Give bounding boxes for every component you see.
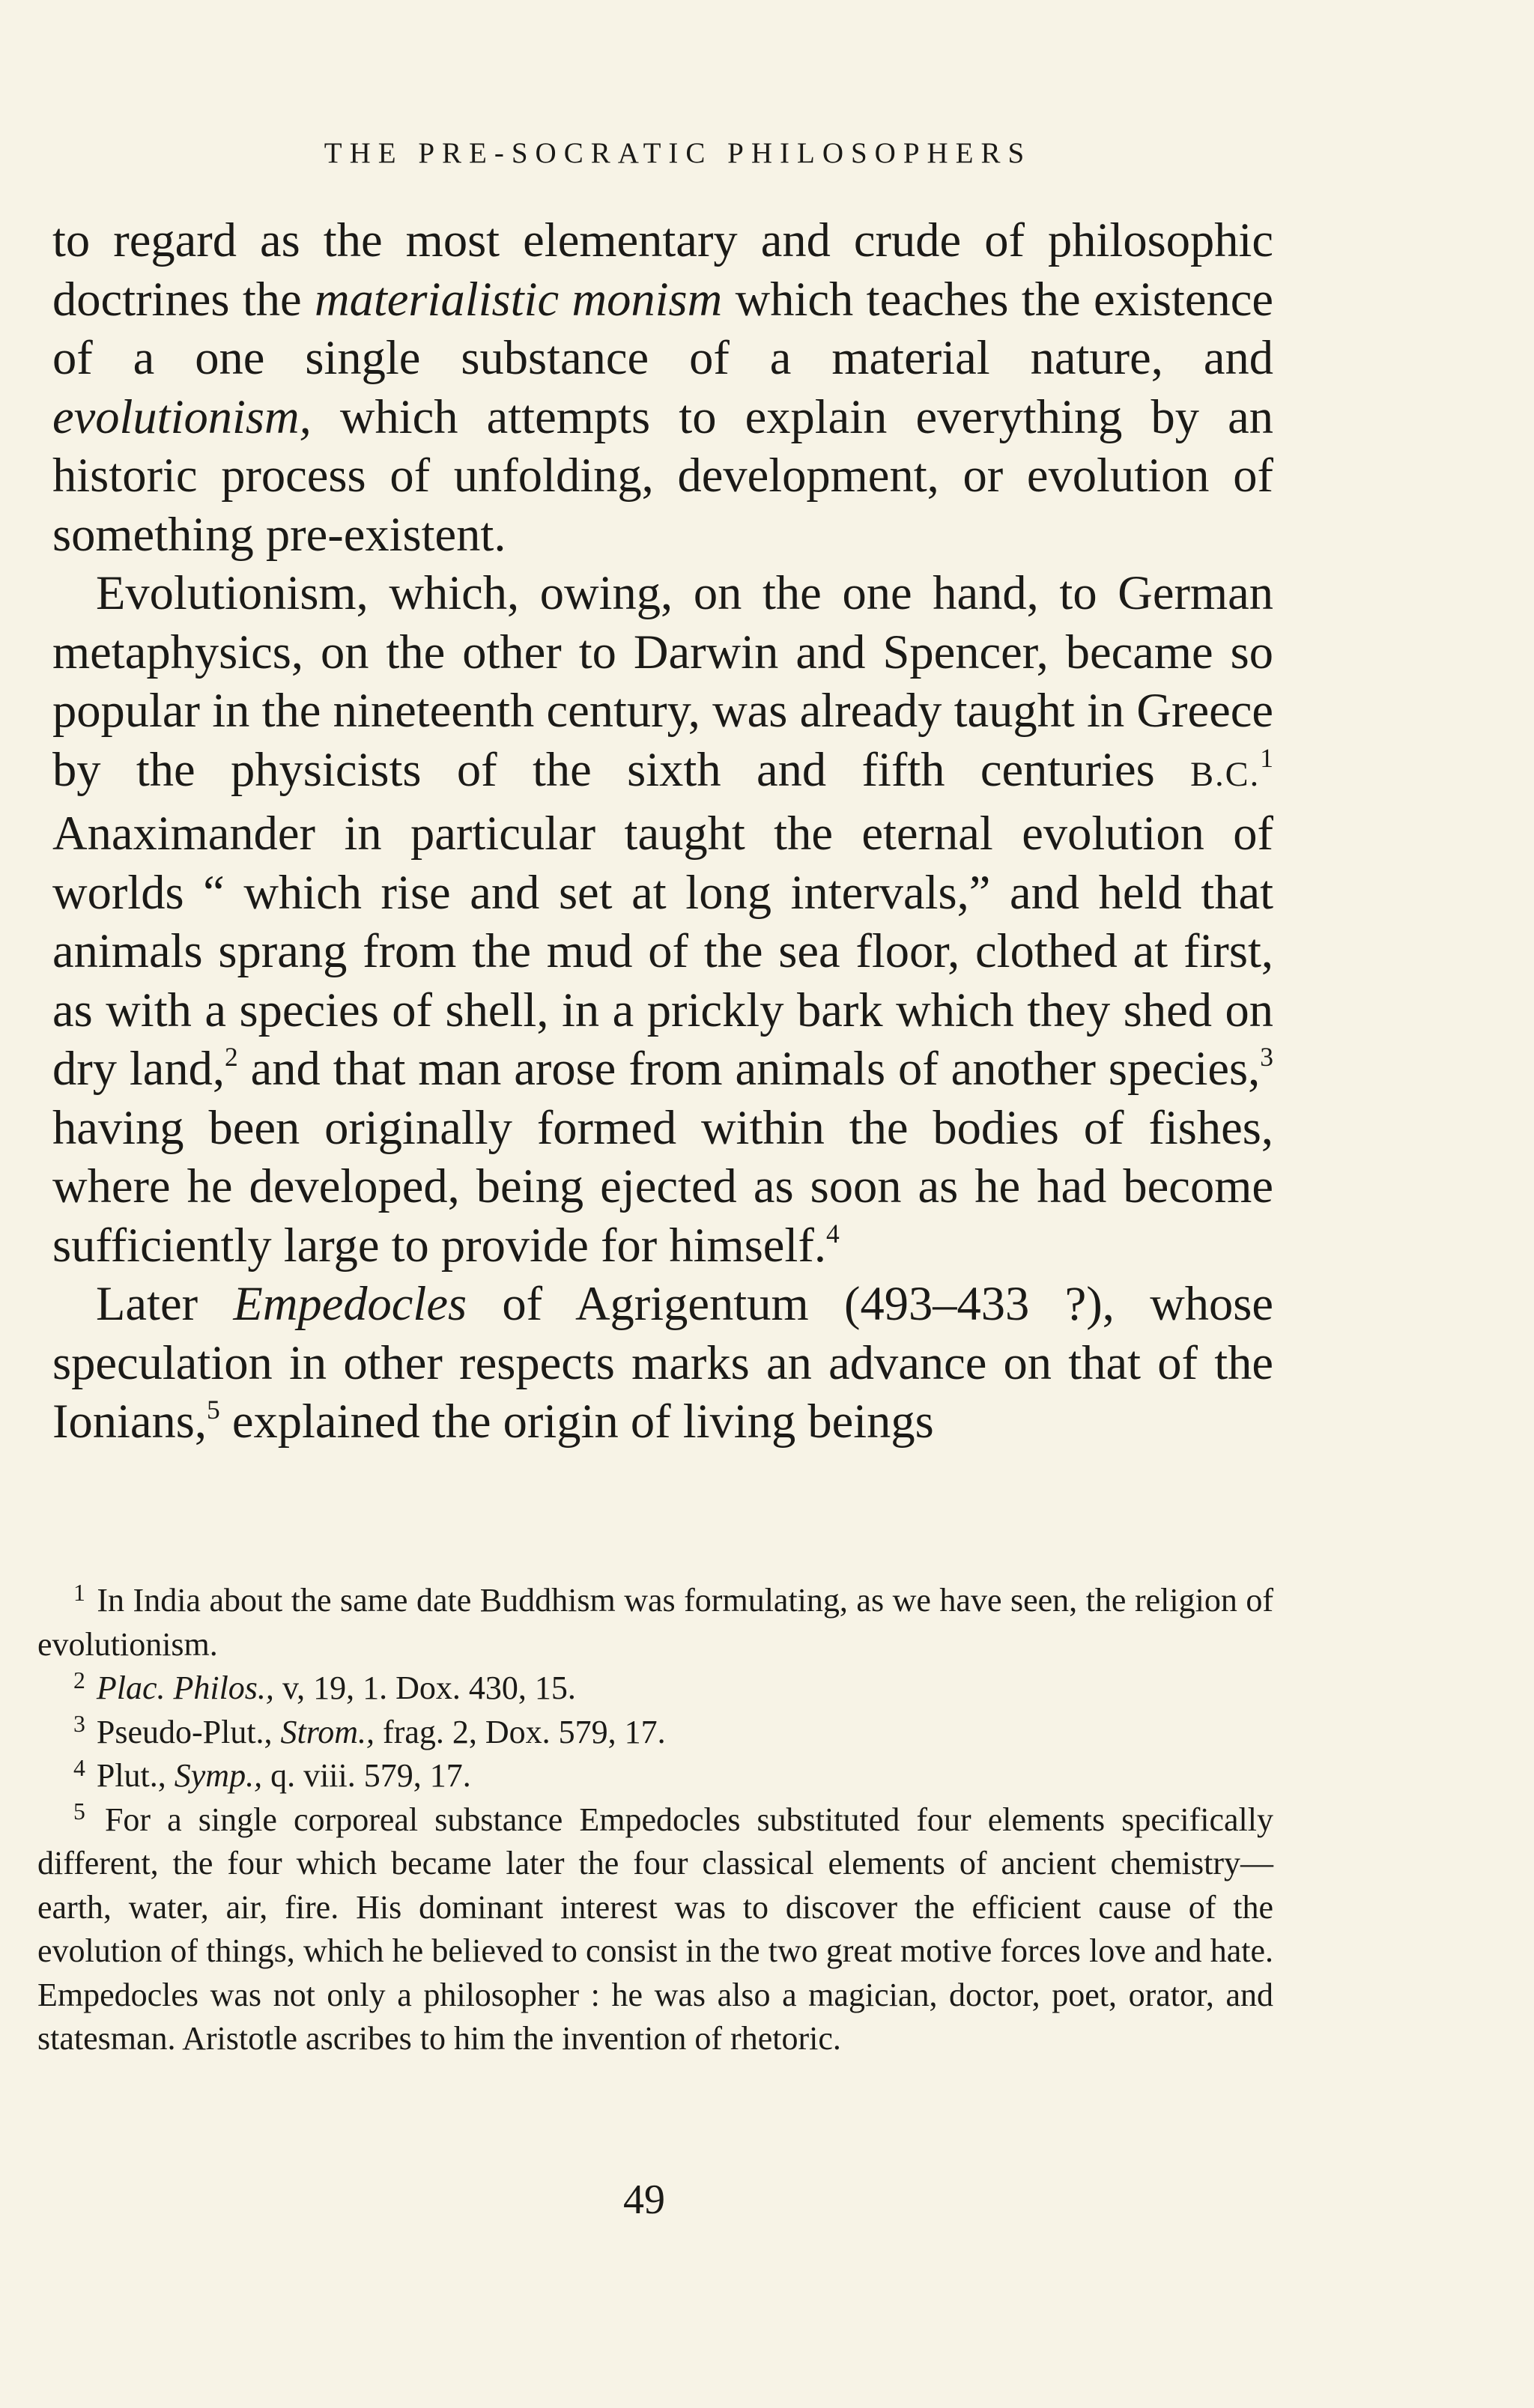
text-run: to regard as the most elementary and crude of philosophic doctrines the xyxy=(52,213,1273,326)
text-run: and that man arose from animals of another species, xyxy=(237,1042,1261,1095)
footnotes xyxy=(37,1579,1273,2061)
text-run: which attempts to explain everything by an historic process of unfolding, development, or evolution of something pre-existent. xyxy=(52,389,1273,561)
footnote-3 xyxy=(37,1711,1273,1755)
paragraph-1 xyxy=(52,211,1273,564)
footnote-number: 5 xyxy=(73,1798,85,1825)
text-run: explained the origin of living beings xyxy=(219,1395,934,1448)
footnote-text: frag. 2, Dox. 579, 17. xyxy=(375,1713,666,1750)
footnote-number: 1 xyxy=(73,1579,85,1606)
main-text xyxy=(52,211,1273,1452)
citation-title: Plac. Philos., xyxy=(96,1669,274,1706)
italic-name: Empedocles xyxy=(233,1277,467,1330)
text-run: Evolutionism, which, owing, on the one hand, to German metaphysics, on the other to Darwin and Spencer, became so popular in the nineteenth century, was already taught in Greece by the physicists of the sixth and fifth centuries xyxy=(52,566,1273,796)
small-caps-era: B.C. xyxy=(1190,755,1261,794)
footnote-ref-4[interactable]: 4 xyxy=(825,1218,840,1249)
citation-title: Symp., xyxy=(174,1757,263,1794)
text-run: of Agrigentum (493–433 ?), whose speculation in other respects marks an advance on that of the Ionians, xyxy=(52,1277,1273,1448)
footnote-2 xyxy=(37,1667,1273,1711)
italic-term: materialistic monism xyxy=(315,272,723,326)
footnote-number: 4 xyxy=(73,1754,85,1781)
footnote-ref-2[interactable]: 2 xyxy=(225,1042,238,1073)
footnote-number: 2 xyxy=(73,1667,85,1693)
running-head: THE PRE-SOCRATIC PHILOSOPHERS xyxy=(324,137,1032,169)
footnote-text: v, 19, 1. Dox. 430, 15. xyxy=(273,1669,576,1706)
footnote-5 xyxy=(37,1798,1273,2061)
footnote-text: q. viii. 579, 17. xyxy=(262,1757,471,1794)
citation-title: Strom., xyxy=(280,1713,375,1750)
footnote-4 xyxy=(37,1754,1273,1798)
footnote-ref-3[interactable]: 3 xyxy=(1260,1042,1273,1073)
footnote-text: Plut., xyxy=(96,1757,175,1794)
page-number: 49 xyxy=(623,2177,665,2223)
text-run: having been originally formed within the bodies of fishes, where he developed, being ejected as soon as he had become sufficiently large to provide for himself. xyxy=(52,1100,1273,1272)
text-run: Later xyxy=(96,1277,234,1330)
italic-term: evolutionism, xyxy=(52,389,312,443)
paragraph-3 xyxy=(52,1275,1273,1452)
footnote-text: Pseudo-Plut., xyxy=(96,1713,281,1750)
footnote-ref-5[interactable]: 5 xyxy=(207,1395,220,1425)
text-run: which teaches the existence of a one single substance of a material nature, and xyxy=(52,272,1273,384)
paragraph-2 xyxy=(52,564,1273,1275)
footnote-text: In India about the same date Buddhism was formulating, as we have seen, the religion of evolutionism. xyxy=(37,1582,1274,1663)
text-run: Anaximander in particular taught the eternal evolution of worlds “ which rise and set at long intervals,” and held that animals sprang from the mud of the sea floor, clothed at first, as with a species of shell, in a prickly bark which they shed on dry land, xyxy=(52,807,1273,1095)
footnote-ref-1[interactable]: 1 xyxy=(1260,742,1273,773)
footnote-1 xyxy=(37,1579,1273,1667)
footnote-number: 3 xyxy=(73,1711,85,1738)
footnote-text: For a single corporeal substance Empedocles substituted four elements specifically different, the four which became later the four classical elements of ancient chemistry—earth, water, air, fire. His dominant interest was to discover the efficient cause of the evolution of things, which he believed to consist in the two great motive forces love and hate. Empedocles was not only a philosopher : he was also a magician, doctor, poet, orator, and statesman. Aristotle ascribes to him the invention of rhetoric. xyxy=(37,1801,1274,2057)
